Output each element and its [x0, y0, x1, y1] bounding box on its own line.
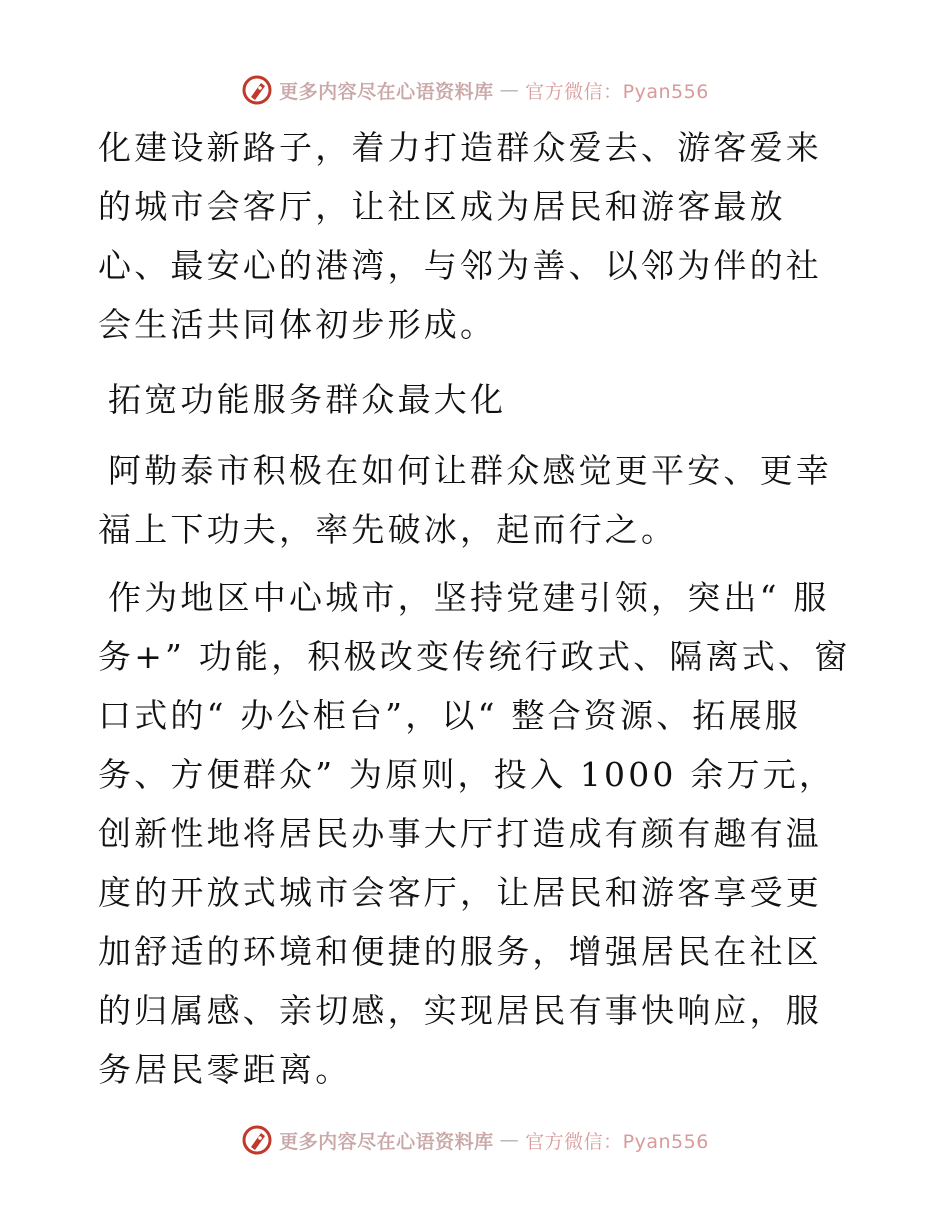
- document-body: [98, 118, 852, 1108]
- header-banner: [0, 70, 950, 110]
- paragraph-2: 阿勒泰市积极在如何让群众感觉更平安、更幸福上下功夫，率先破冰，起而行之。: [98, 451, 832, 549]
- header-dash: —: [499, 79, 520, 101]
- paragraph-1: 化建设新路子，着力打造群众爱去、游客爱来的城市会客厅，让社区成为居民和游客最放心、最安心的港湾，与邻为善、以邻为伴的社会生活共同体初步形成。: [98, 128, 822, 344]
- footer-banner: [0, 1120, 950, 1160]
- header-wechat-text: 官方微信：Pyan556: [525, 80, 709, 103]
- pen-nib-logo-icon: [241, 74, 273, 106]
- paragraph-3: 作为地区中心城市，坚持党建引领，突出“ 服务+” 功能，积极改变传统行政式、隔离式、窗口式的“ 办公柜台”，以“ 整合资源、拓展服务、方便群众” 为原则，投入 1000 余万元，创新性地将居民办事大厅打造成有颜有趣有温度的开放式城市会客厅，让居民和游客享受更加舒适的环境和便捷的服务，增强居民在社区的归属感、亲切感，实现居民有事快响应，服务居民零距离。: [98, 578, 851, 1089]
- footer-wechat-text: 官方微信：Pyan556: [525, 1130, 709, 1153]
- section-heading: 拓宽功能服务群众最大化: [108, 380, 507, 419]
- footer-dash: —: [499, 1129, 520, 1151]
- footer-brand-text: 更多内容尽在心语资料库: [279, 1130, 494, 1153]
- header-brand-text: 更多内容尽在心语资料库: [279, 80, 494, 103]
- pen-nib-logo-icon: [241, 1124, 273, 1156]
